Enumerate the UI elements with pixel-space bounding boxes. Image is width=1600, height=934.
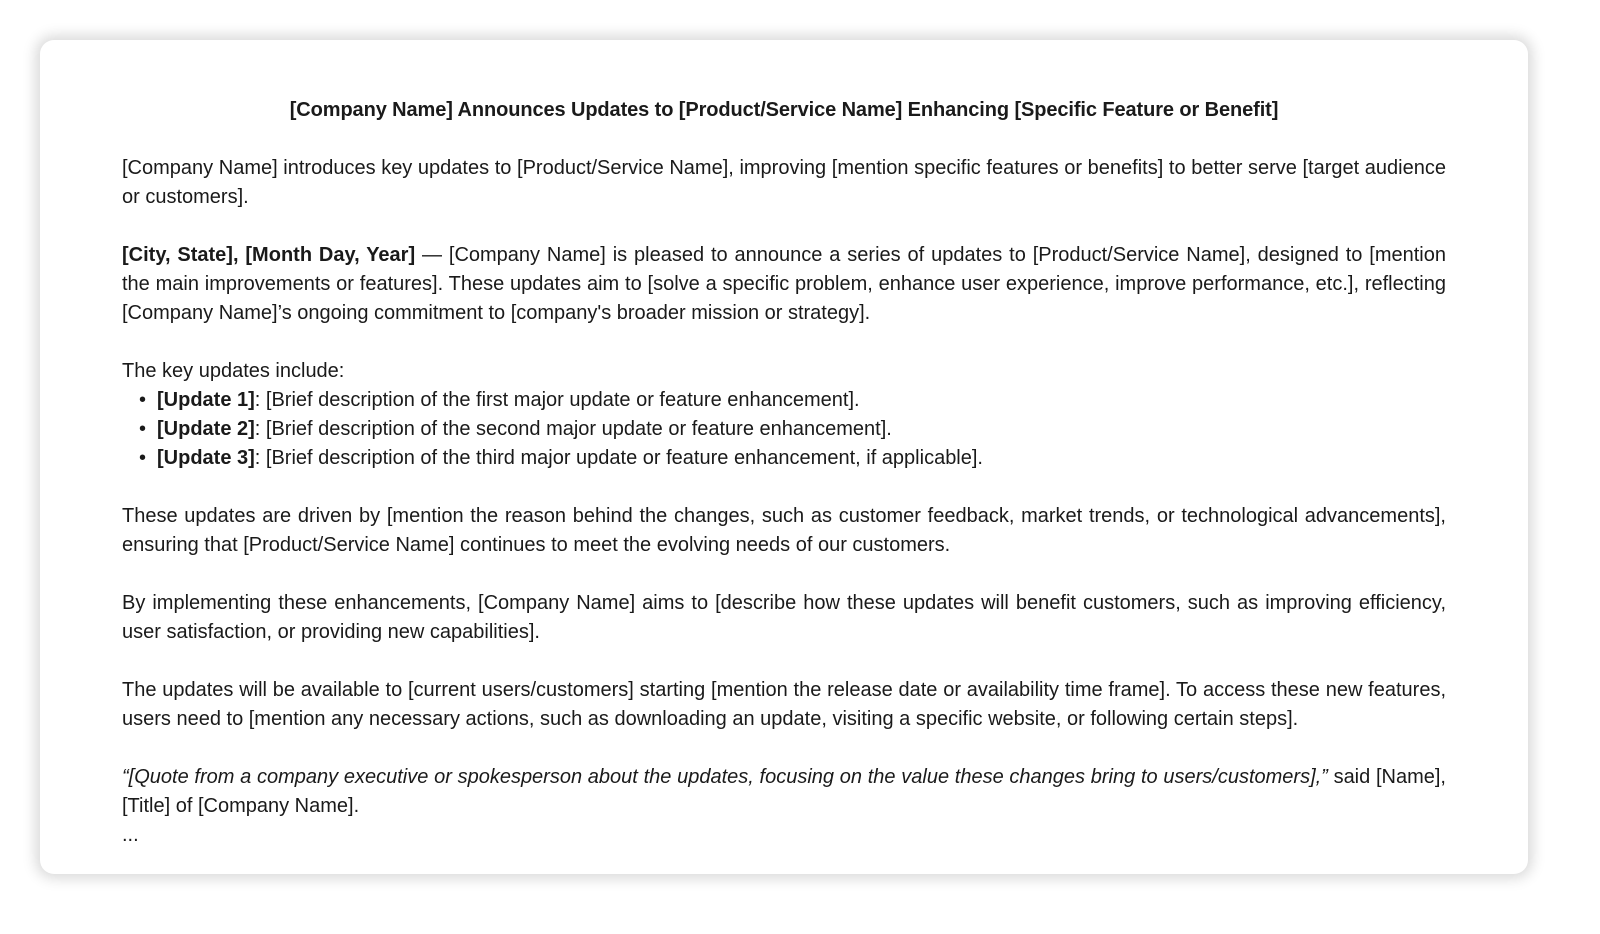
drivers-paragraph: These updates are driven by [mention the reason behind the changes, such as customer feedback, market trends, or technological advancements], ensuring that [Product/Service Name] continues to meet the evolving needs of our customers. [122,505,1446,556]
ellipsis: ... [122,824,139,846]
list-item [139,444,1446,473]
quote-paragraph [122,763,1446,821]
availability-paragraph: The updates will be available to [current users/customers] starting [mention the release date or availability time frame]. To access these new features, users need to [mention any necessary actions, such as downloading an update, visiting a specific website, or following certain steps]. [122,679,1446,730]
update-text: : [Brief description of the second major update or feature enhancement]. [254,418,892,440]
update-text: : [Brief description of the first major update or feature enhancement]. [254,389,860,411]
quote-text: “[Quote from a company executive or spokesperson about the updates, focusing on the value these changes bring to users/customers],” [122,766,1328,788]
bullet: • [139,447,147,469]
dateline-separator: — [415,244,449,266]
document-title: [Company Name] Announces Updates to [Product/Service Name] Enhancing [Specific Feature or Benefit] [289,99,1279,121]
update-label: [Update 1] [157,389,255,411]
lead-paragraph [122,241,1446,328]
bullet: • [139,389,147,411]
document-card [40,40,1528,874]
dateline: [City, State], [Month Day, Year] [122,244,416,266]
update-label: [Update 2] [157,418,255,440]
benefits-paragraph: By implementing these enhancements, [Company Name] aims to [describe how these updates will benefit customers, such as improving efficiency, user satisfaction, or providing new capabilities]. [122,592,1446,643]
list-item [139,386,1446,415]
update-label: [Update 3] [157,447,255,469]
bullet: • [139,418,147,440]
intro-paragraph: [Company Name] introduces key updates to [Product/Service Name], improving [mention specific features or benefits] to better serve [target audience or customers]. [122,157,1446,208]
lead-body: [Company Name] is pleased to announce a series of updates to [Product/Service Name], designed to [mention the main improvements or features]. These updates aim to [solve a specific problem, enhance user experience, improve performance, etc.], reflecting [Company Name]’s ongoing commitment to [company's broader mission or strategy]. [122,244,1446,324]
updates-intro: The key updates include: [122,360,345,382]
quote-attribution: said [Name], [Title] of [Company Name]. [122,766,1446,817]
list-item [139,415,1446,444]
updates-list [122,386,1446,473]
update-text: : [Brief description of the third major update or feature enhancement, if applicable]. [254,447,983,469]
